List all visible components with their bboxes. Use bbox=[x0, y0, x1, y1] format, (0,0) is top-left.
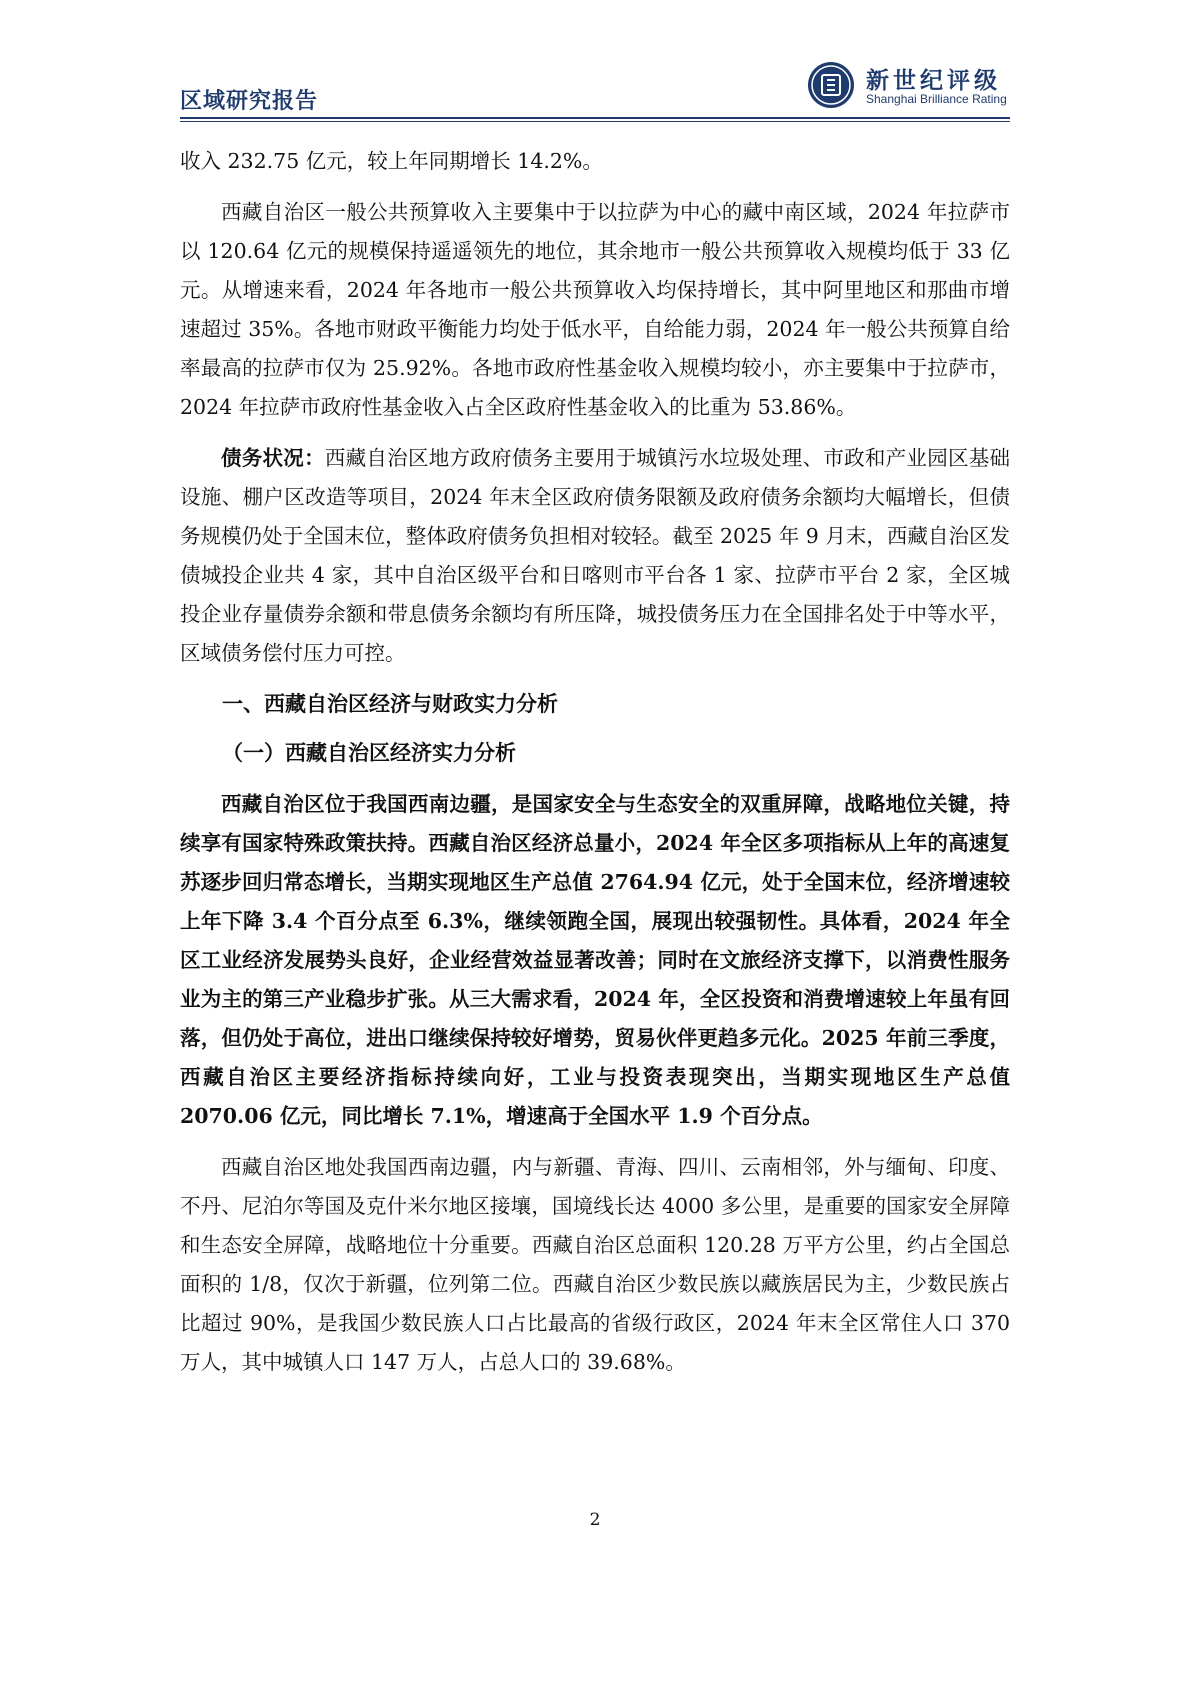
brand-name-cn: 新世纪评级 bbox=[866, 67, 1001, 94]
paragraph-revenue-growth: 收入 232.75 亿元，较上年同期增长 14.2%。 bbox=[180, 149, 603, 173]
subsection-heading-1: （一）西藏自治区经济实力分析 bbox=[222, 741, 516, 765]
paragraph-debt-status bbox=[180, 439, 1010, 673]
page-number: 2 bbox=[589, 1510, 601, 1530]
paragraph-geography-population: 西藏自治区地处我国西南边疆，内与新疆、青海、四川、云南相邻，外与缅甸、印度、不丹、尼泊尔等国及克什米尔地区接壤，国境线长达 4000 多公里，是重要的国家安全屏障和生态安全屏障，战略地位十分重要。西藏自治区总面积 120.28 万平方公里，约占全国总面积的 1/8，仅次于新疆，位列第二位。西藏自治区少数民族以藏族居民为主，少数民族占比超过 90%，是我国少数民族人口占比最高的省级行政区，2024 年末全区常住人口 370 万人，其中城镇人口 147 万人，占总人口的 39.68%。 bbox=[180, 1155, 1010, 1374]
brand-logo-icon bbox=[806, 60, 856, 110]
header-divider bbox=[180, 117, 1010, 119]
debt-status-lead: 债务状况： bbox=[221, 446, 325, 470]
report-body bbox=[180, 142, 1010, 1382]
paragraph-economic-summary: 西藏自治区位于我国西南边疆，是国家安全与生态安全的双重屏障，战略地位关键，持续享有国家特殊政策扶持。西藏自治区经济总量小，2024 年全区多项指标从上年的高速复苏逐步回归常态增长，当期实现地区生产总值 2764.94 亿元，处于全国末位，经济增速较上年下降 3.4 个百分点至 6.3%，继续领跑全国，展现出较强韧性。具体看，2024 年全区工业经济发展势头良好，企业经营效益显著改善；同时在文旅经济支撑下，以消费性服务业为主的第三产业稳步扩张。从三大需求看，2024 年，全区投资和消费增速较上年虽有回落，但仍处于高位，进出口继续保持较好增势，贸易伙伴更趋多元化。2025 年前三季度，西藏自治区主要经济指标持续向好，工业与投资表现突出，当期实现地区生产总值 2070.06 亿元，同比增长 7.1%，增速高于全国水平 1.9 个百分点。 bbox=[180, 792, 1010, 1128]
brand-name-en: Shanghai Brilliance Rating bbox=[866, 92, 1007, 106]
debt-status-text: 西藏自治区地方政府债务主要用于城镇污水垃圾处理、市政和产业园区基础设施、棚户区改造等项目，2024 年末全区政府债务限额及政府债务余额均大幅增长，但债务规模仍处于全国末位，整体政府债务负担相对较轻。截至 2025 年 9 月末，西藏自治区发债城投企业共 4 家，其中自治区级平台和日喀则市平台各 1 家、拉萨市平台 2 家，全区城投企业存量债券余额和带息债务余额均有所压降，城投债务压力在全国排名处于中等水平，区域债务偿付压力可控。 bbox=[180, 446, 1011, 665]
report-type-title: 区域研究报告 bbox=[180, 89, 319, 114]
section-heading-1: 一、西藏自治区经济与财政实力分析 bbox=[222, 692, 558, 716]
header-divider-thin bbox=[180, 121, 1010, 122]
paragraph-fiscal-distribution: 西藏自治区一般公共预算收入主要集中于以拉萨为中心的藏中南区域，2024 年拉萨市以 120.64 亿元的规模保持遥遥领先的地位，其余地市一般公共预算收入规模均低于 33 亿元。从增速来看，2024 年各地市一般公共预算收入均保持增长，其中阿里地区和那曲市增速超过 35%。各地市财政平衡能力均处于低水平，自给能力弱，2024 年一般公共预算自给率最高的拉萨市仅为 25.92%。各地市政府性基金收入规模均较小，亦主要集中于拉萨市，2024 年拉萨市政府性基金收入占全区政府性基金收入的比重为 53.86%。 bbox=[180, 200, 1010, 419]
brand-logo bbox=[806, 60, 1006, 112]
